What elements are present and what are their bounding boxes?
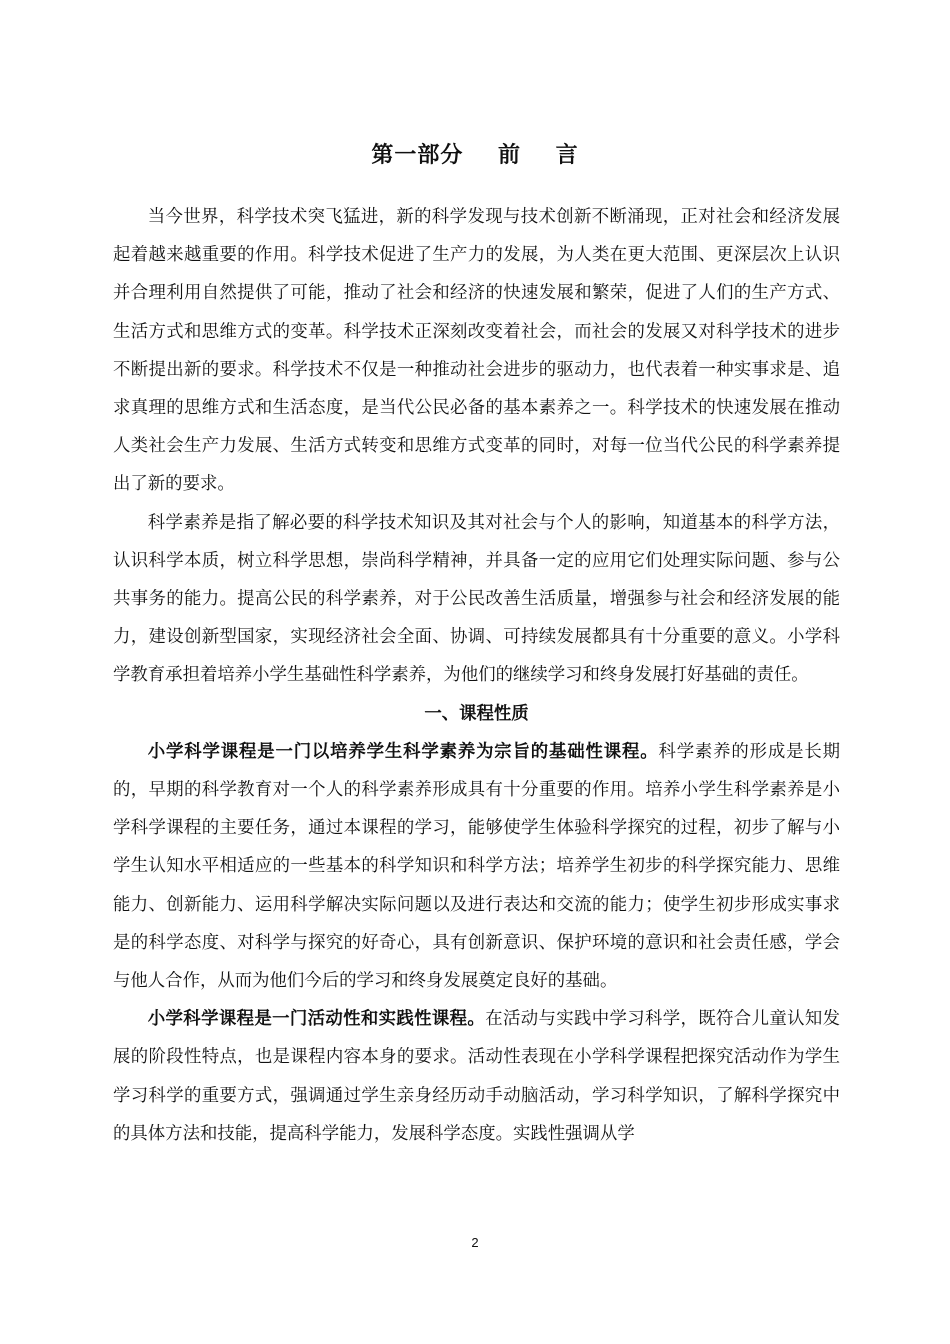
section-title: 一、课程性质 bbox=[424, 703, 529, 724]
intro-paragraph-1: 当今世界，科学技术突飞猛进，新的科学发现与技术创新不断涌现，正对社会和经济发展起着越来越重要的作用。科学技术促进了生产力的发展，为人类在更大范围、更深层次上认识并合理利用自然提供了可能，推动了社会和经济的快速发展和繁荣，促进了人们的生产方式、生活方式和思维方式的变革。科学技术正深刻改变着社会，而社会的发展又对科学技术的进步不断提出新的要求。科学技术不仅是一种推动社会进步的驱动力，也代表着一种实事求是、追求真理的思维方式和生活态度，是当代公民必备的基本素养之一。科学技术的快速发展在推动人类社会生产力发展、生活方式转变和思维方式变革的同时，对每一位当代公民的科学素养提出了新的要求。 bbox=[113, 207, 840, 495]
body-text bbox=[113, 198, 840, 1153]
page-title: 第一部分 前 言 bbox=[371, 143, 579, 168]
section-paragraph-1 bbox=[113, 733, 840, 1000]
section-paragraph-1-text: 科学素养的形成是长期的，早期的科学教育对一个人的科学素养形成具有十分重要的作用。培养小学生科学素养是小学科学课程的主要任务，通过本课程的学习，能够使学生体验科学探究的过程，初步了解与小学生认知水平相适应的一些基本的科学知识和科学方法；培养学生初步的科学探究能力、思维能力、创新能力、运用科学解决实际问题以及进行表达和交流的能力；使学生初步形成实事求是的科学态度、对科学与探究的好奇心，具有创新意识、保护环境的意识和社会责任感，学会与他人合作，从而为他们今后的学习和终身发展奠定良好的基础。 bbox=[113, 741, 840, 992]
section-paragraph-2-text: 在活动与实践中学习科学，既符合儿童认知发展的阶段性特点，也是课程内容本身的要求。活动性表现在小学科学课程把探究活动作为学生学习科学的重要方式，强调通过学生亲身经历动手动脑活动，学习科学知识，了解科学探究中的具体方法和技能，提高科学能力，发展科学态度。实践性强调从学 bbox=[113, 1009, 840, 1144]
page-number: 2 bbox=[471, 1235, 479, 1250]
section-paragraph-1-lead: 小学科学课程是一门以培养学生科学素养为宗旨的基础性课程。 bbox=[147, 741, 659, 762]
intro-paragraph-2: 科学素养是指了解必要的科学技术知识及其对社会与个人的影响，知道基本的科学方法，认识科学本质，树立科学思想，崇尚科学精神，并具备一定的应用它们处理实际问题、参与公共事务的能力。提高公民的科学素养，对于公民改善生活质量，增强参与社会和经济发展的能力，建设创新型国家，实现经济社会全面、协调、可持续发展都具有十分重要的意义。小学科学教育承担着培养小学生基础性科学素养，为他们的继续学习和终身发展打好基础的责任。 bbox=[113, 512, 840, 686]
section-paragraph-2-lead: 小学科学课程是一门活动性和实践性课程。 bbox=[147, 1009, 486, 1030]
section-paragraph-2 bbox=[113, 1000, 840, 1153]
